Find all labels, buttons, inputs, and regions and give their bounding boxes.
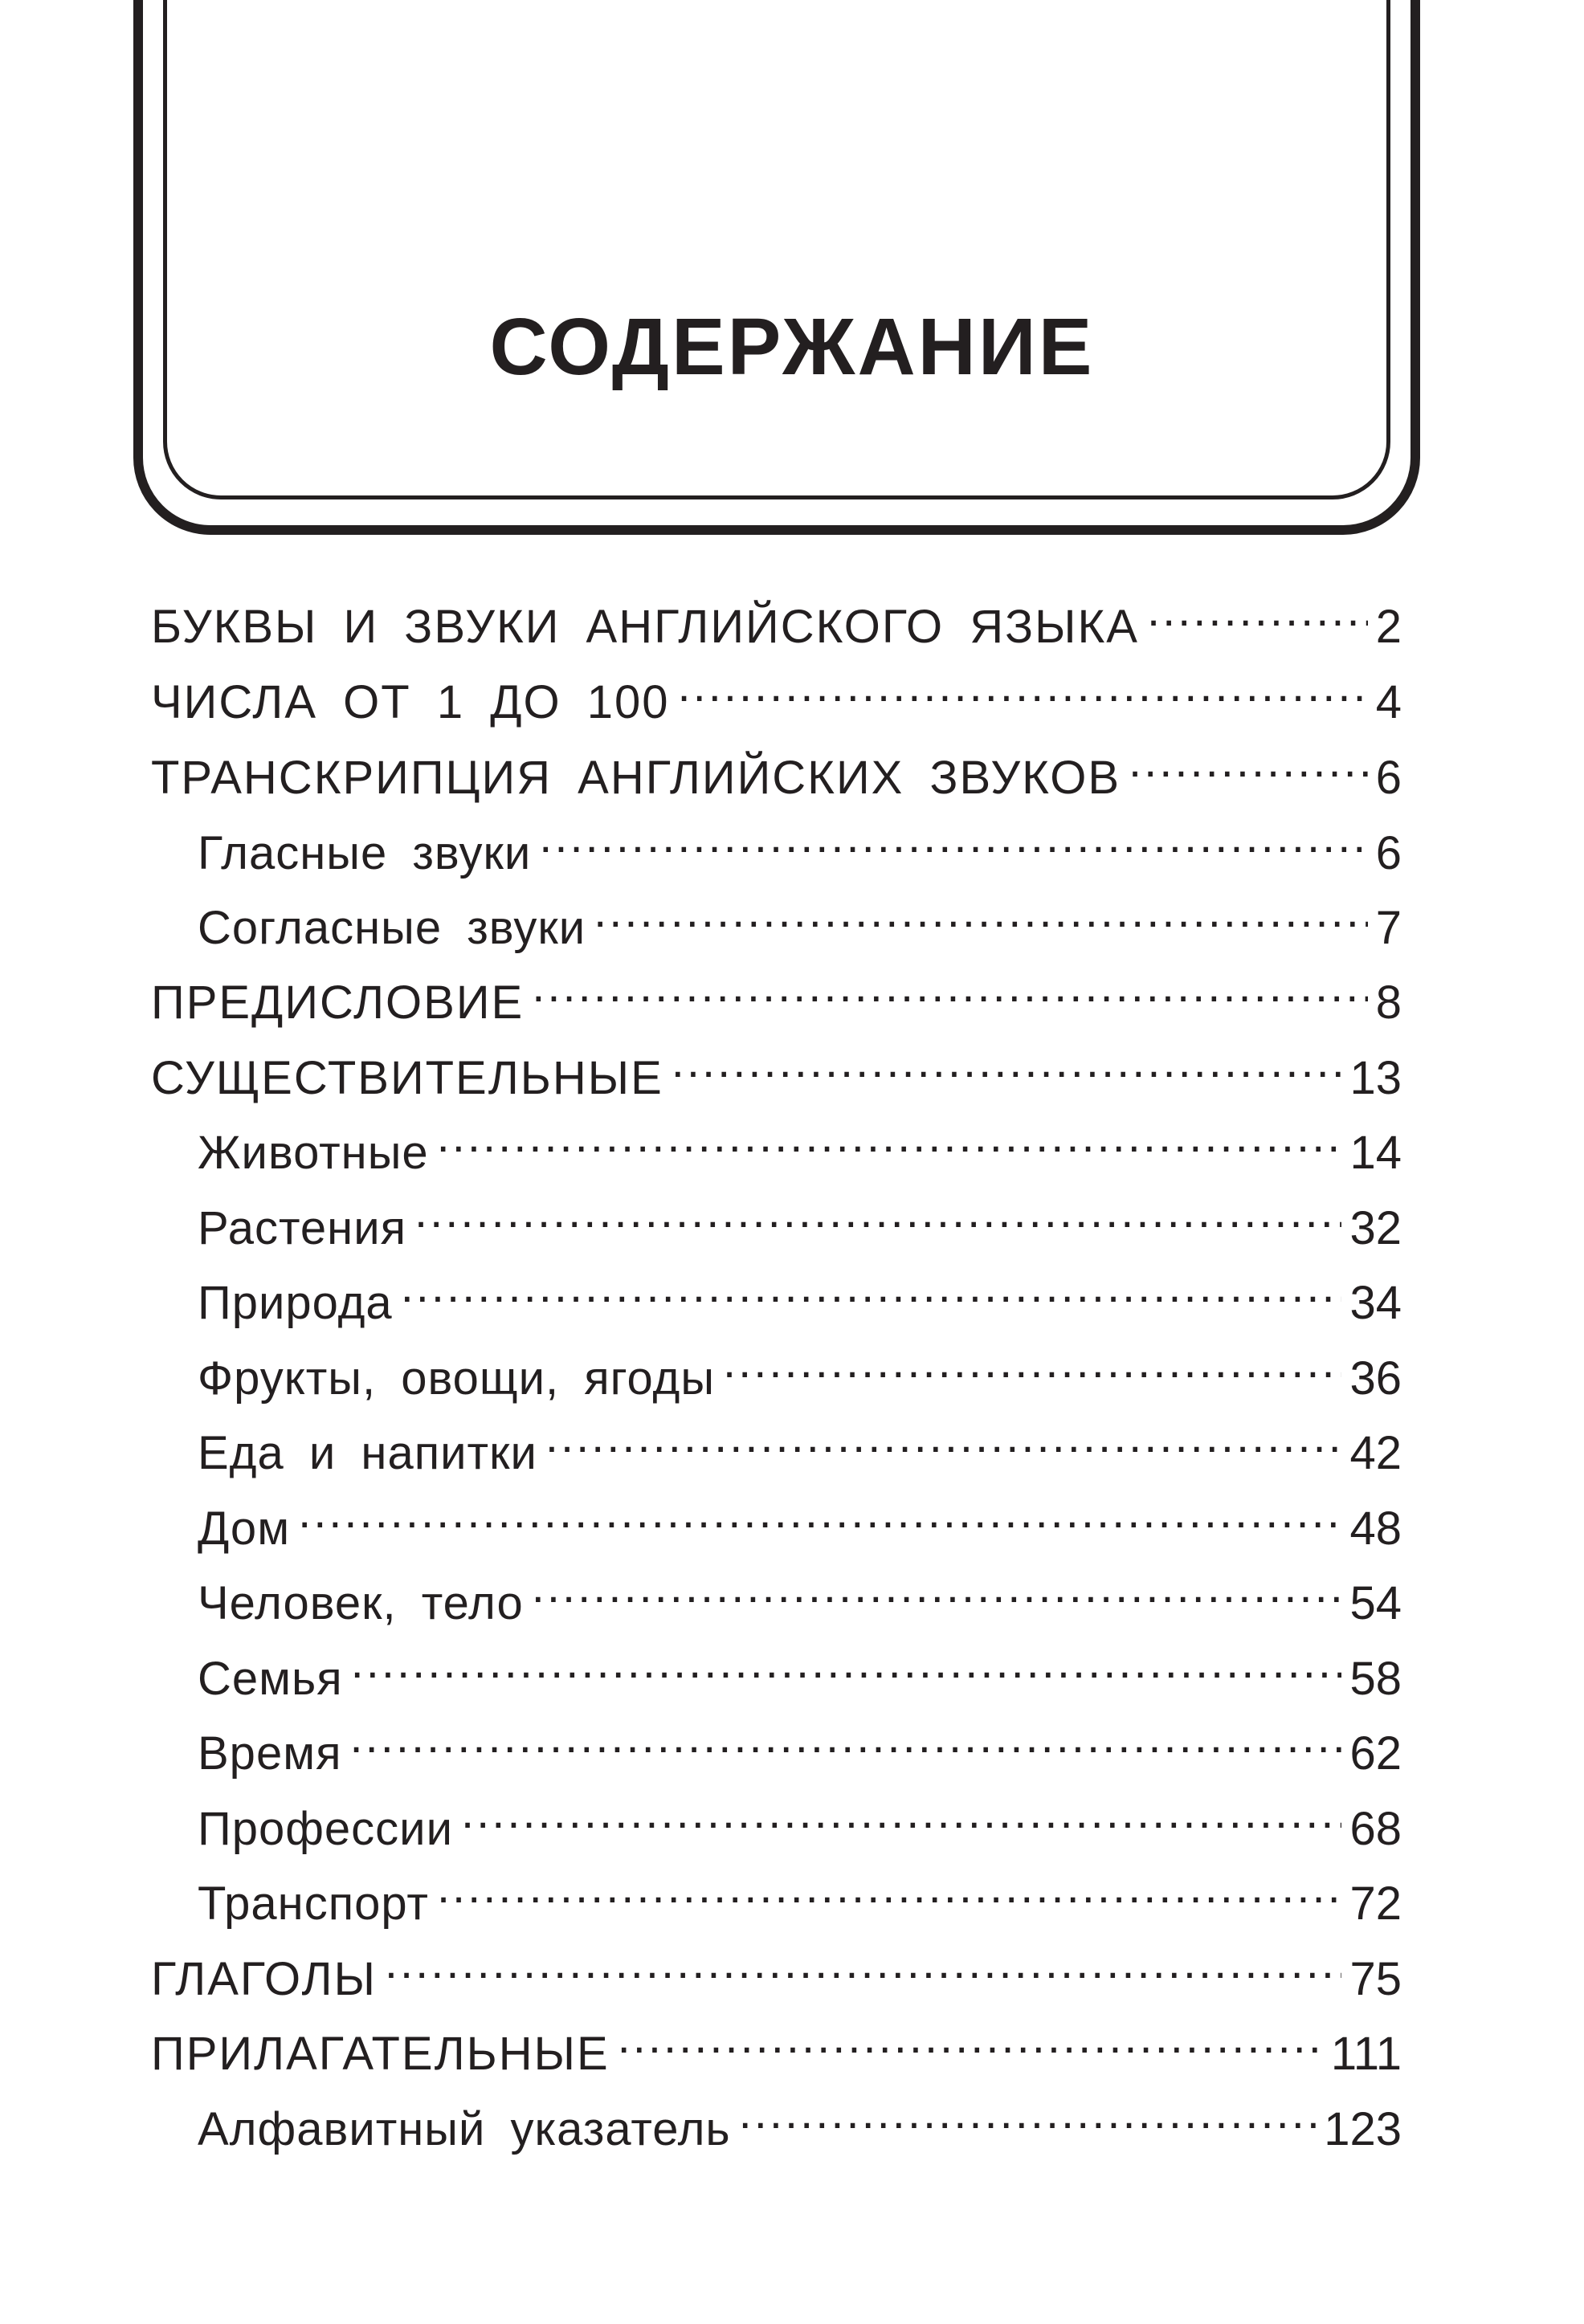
toc-entry-page: 7 — [1375, 902, 1402, 954]
toc-entry[interactable] — [198, 1855, 1402, 1930]
heading-frame-inner — [163, 0, 1390, 499]
toc-entry-page: 6 — [1375, 752, 1402, 804]
toc-entry-title: Еда и напитки — [198, 1427, 537, 1479]
toc-entry-title: ПРИЛАГАТЕЛЬНЫЕ — [151, 2028, 610, 2080]
toc-entry-title: Растения — [198, 1202, 407, 1254]
toc-entry[interactable] — [198, 1180, 1402, 1254]
toc-entry-page: 4 — [1375, 676, 1402, 728]
dot-leader — [351, 1630, 1342, 1694]
toc-entry[interactable] — [198, 1104, 1402, 1179]
toc-entry-title: Природа — [198, 1277, 393, 1329]
toc-entry-title: Согласные звуки — [198, 902, 586, 954]
toc-entry-page: 72 — [1349, 1878, 1402, 1930]
dot-leader — [298, 1480, 1341, 1544]
dot-leader — [532, 1555, 1342, 1619]
dot-leader — [532, 954, 1368, 1018]
toc-entry[interactable] — [198, 1254, 1402, 1329]
toc-entry-title: Алфавитный указатель — [198, 2103, 731, 2155]
toc-entry-title: Профессии — [198, 1803, 453, 1855]
toc-entry-page: 42 — [1349, 1427, 1402, 1479]
toc-entry-page: 54 — [1349, 1577, 1402, 1629]
toc-entry[interactable] — [198, 1780, 1402, 1855]
toc-entry-title: Фрукты, овощи, ягоды — [198, 1352, 716, 1405]
toc-entry-title: Животные — [198, 1127, 429, 1179]
toc-entry-page: 32 — [1349, 1202, 1402, 1254]
toc-entry-page: 36 — [1349, 1352, 1402, 1405]
toc-entry-title: Транспорт — [198, 1878, 429, 1930]
toc-entry-title: Время — [198, 1727, 342, 1780]
dot-leader — [349, 1705, 1341, 1769]
toc-entry-title: ПРЕДИСЛОВИЕ — [151, 976, 525, 1029]
dot-leader — [672, 1029, 1342, 1094]
toc-entry[interactable] — [198, 879, 1402, 954]
toc-entry-page: 8 — [1375, 976, 1402, 1029]
dot-leader — [618, 2005, 1323, 2069]
toc-entry-page: 111 — [1330, 2028, 1402, 2080]
toc-entry-page: 68 — [1349, 1803, 1402, 1855]
toc-entry-page: 6 — [1375, 827, 1402, 879]
dot-leader — [461, 1780, 1342, 1845]
toc-entry-page: 48 — [1349, 1502, 1402, 1555]
toc-entry-title: Дом — [198, 1502, 291, 1555]
dot-leader — [1147, 578, 1368, 642]
dot-leader — [545, 1405, 1342, 1469]
toc-entry[interactable] — [151, 1029, 1402, 1104]
dot-leader — [414, 1180, 1341, 1244]
dot-leader — [401, 1254, 1342, 1319]
toc-entry-page: 2 — [1375, 601, 1402, 653]
toc-entry[interactable] — [198, 1630, 1402, 1705]
dot-leader — [385, 1931, 1342, 1995]
toc-entry-page: 58 — [1349, 1653, 1402, 1705]
dot-leader — [677, 654, 1367, 718]
toc-entry[interactable] — [151, 729, 1402, 804]
toc-entry[interactable] — [151, 578, 1402, 653]
toc-entry-title: СУЩЕСТВИТЕЛЬНЫЕ — [151, 1052, 663, 1104]
toc-entry-page: 62 — [1349, 1727, 1402, 1780]
toc-entry-page: 123 — [1324, 2103, 1402, 2155]
toc-entry[interactable] — [198, 1555, 1402, 1629]
dot-leader — [594, 879, 1368, 944]
dot-leader — [437, 1104, 1342, 1168]
toc-entry-title: ГЛАГОЛЫ — [151, 1953, 377, 2005]
toc-entry-page: 14 — [1349, 1127, 1402, 1179]
toc-entry-title: БУКВЫ И ЗВУКИ АНГЛИЙСКОГО ЯЗЫКА — [151, 601, 1139, 653]
toc-entry-title: ТРАНСКРИПЦИЯ АНГЛИЙСКИХ ЗВУКОВ — [151, 752, 1121, 804]
toc-entry-title: Человек, тело — [198, 1577, 524, 1629]
toc-entry[interactable] — [151, 2005, 1402, 2080]
toc-entry-title: Гласные звуки — [198, 827, 532, 879]
toc-entry[interactable] — [151, 954, 1402, 1029]
toc-entry-page: 13 — [1349, 1052, 1402, 1104]
dot-leader — [723, 1330, 1341, 1394]
toc-entry[interactable] — [198, 2081, 1402, 2155]
toc-entry-page: 75 — [1349, 1953, 1402, 2005]
toc-entry[interactable] — [198, 1330, 1402, 1405]
page-title: СОДЕРЖАНИЕ — [489, 302, 1095, 392]
dot-leader — [1129, 729, 1368, 793]
toc-entry[interactable] — [198, 1705, 1402, 1780]
toc-entry[interactable] — [198, 1405, 1402, 1479]
toc-entry[interactable] — [198, 1480, 1402, 1555]
dot-leader — [539, 805, 1367, 869]
toc-entry[interactable] — [151, 654, 1402, 728]
dot-leader — [739, 2081, 1317, 2145]
toc-entry-title: ЧИСЛА ОТ 1 ДО 100 — [151, 676, 670, 728]
toc-entry-title: Семья — [198, 1653, 343, 1705]
toc-entry-page: 34 — [1349, 1277, 1402, 1329]
toc-entry[interactable] — [198, 805, 1402, 879]
toc-entry[interactable] — [151, 1931, 1402, 2005]
dot-leader — [437, 1855, 1342, 1919]
